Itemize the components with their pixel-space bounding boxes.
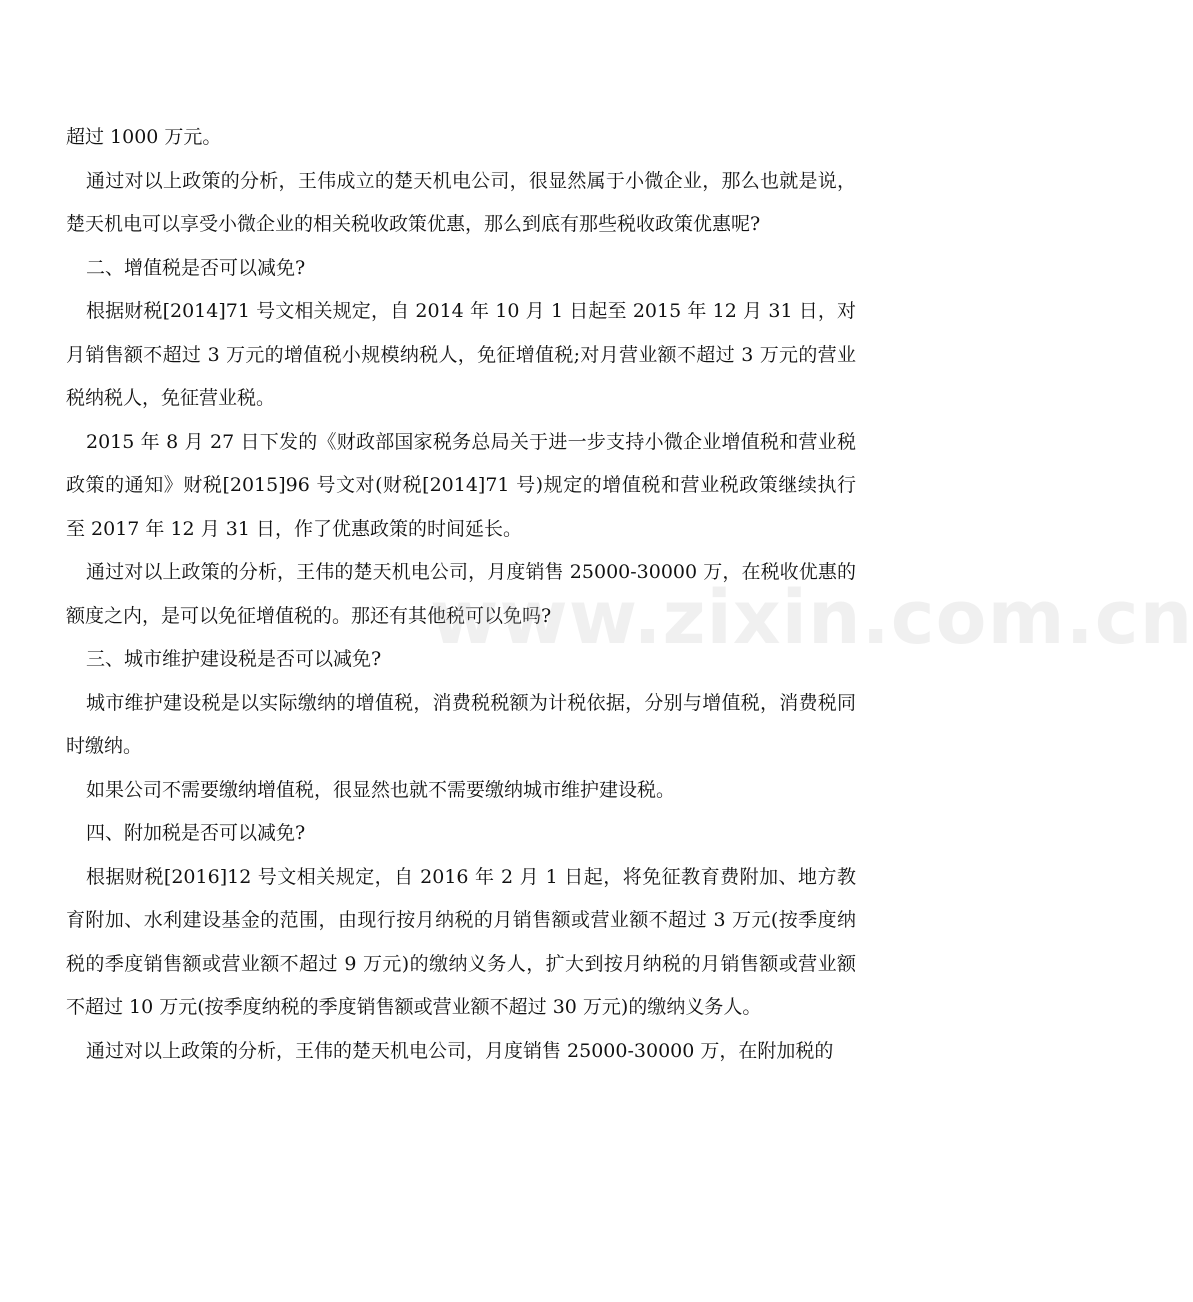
paragraph-2: 通过对以上政策的分析，王伟成立的楚天机电公司，很显然属于小微企业，那么也就是说，楚天机电可以享受小微企业的相关税收政策优惠，那么到底有那些税收政策优惠呢? [66, 169, 856, 235]
paragraph-1: 超过 1000 万元。 [66, 126, 222, 148]
paragraph-12: 通过对以上政策的分析，王伟的楚天机电公司，月度销售 25000-30000 万，在附加税的 [86, 1039, 834, 1062]
paragraph-9: 如果公司不需要缴纳增值税，很显然也就不需要缴纳城市维护建设税。 [86, 778, 676, 801]
section-heading-surcharge: 四、附加税是否可以减免? [86, 822, 306, 844]
paragraph-5: 2015 年 8 月 27 日下发的《财政部国家税务总局关于进一步支持小微企业增值税和营业税政策的通知》财税[2015]96 号文对(财税[2014]71 号)规定的增值税和营业税政策继续执行至 2017 年 12 月 31 日，作了优惠政策的时间延长。 [66, 430, 856, 540]
paragraph-4: 根据财税[2014]71 号文相关规定，自 2014 年 10 月 1 日起至 2015 年 12 月 31 日，对月销售额不超过 3 万元的增值税小规模纳税人，免征增值税;对月营业额不超过 3 万元的营业税纳税人，免征营业税。 [66, 300, 856, 409]
paragraph-8: 城市维护建设税是以实际缴纳的增值税，消费税税额为计税依据，分别与增值税，消费税同时缴纳。 [66, 691, 856, 757]
document-body [66, 116, 856, 1073]
paragraph-11: 根据财税[2016]12 号文相关规定，自 2016 年 2 月 1 日起，将免征教育费附加、地方教育附加、水利建设基金的范围，由现行按月纳税的月销售额或营业额不超过 3 万元(按季度纳税的季度销售额或营业额不超过 9 万元)的缴纳义务人，扩大到按月纳税的月销售额或营业额不超过 10 万元(按季度纳税的季度销售额或营业额不超过 30 万元)的缴纳义务人。 [66, 865, 856, 1018]
watermark-text: www.zixin.com.cn [430, 575, 1193, 661]
paragraph-6: 通过对以上政策的分析，王伟的楚天机电公司，月度销售 25000-30000 万，在税收优惠的额度之内，是可以免征增值税的。那还有其他税可以免吗? [66, 561, 856, 627]
section-heading-vat: 二、增值税是否可以减免? [86, 256, 306, 279]
section-heading-urban-tax: 三、城市维护建设税是否可以减免? [86, 648, 382, 670]
